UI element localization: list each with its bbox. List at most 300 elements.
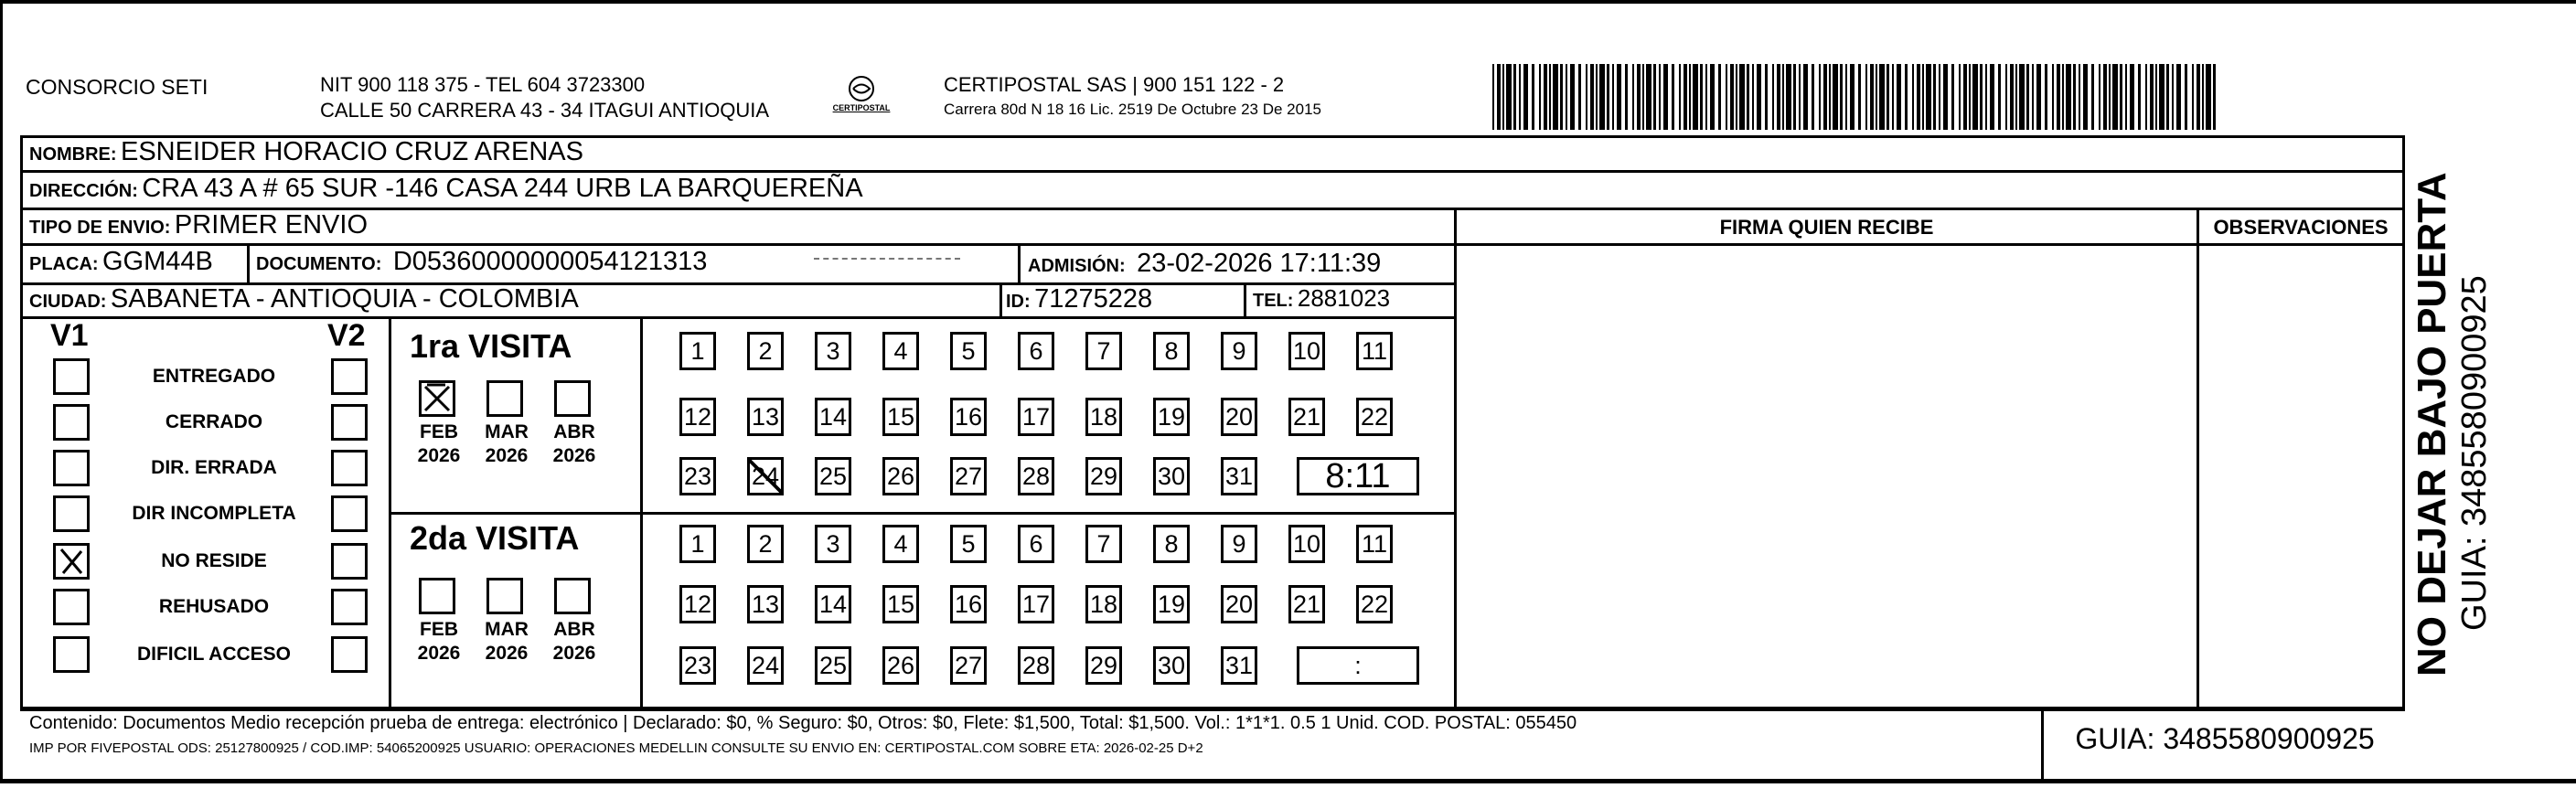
row-line-5 [20, 316, 1456, 319]
day-box[interactable]: 6 [1018, 332, 1054, 370]
admision-label: ADMISIÓN: [1028, 256, 1126, 276]
day-box[interactable]: 5 [950, 525, 987, 563]
barcode-bar [2091, 64, 2094, 130]
col-tel [1244, 282, 1246, 316]
barcode-bar [1642, 64, 1644, 130]
barcode-bar [1497, 64, 1501, 130]
day-box[interactable]: 25 [815, 646, 851, 685]
v2-checkbox[interactable] [331, 450, 368, 486]
barcode-bar [1612, 64, 1614, 130]
barcode-bar [2099, 64, 2100, 130]
barcode-bar [1726, 64, 1727, 130]
month-checkbox[interactable] [554, 380, 591, 417]
day-box[interactable]: 11 [1356, 525, 1393, 563]
day-box[interactable]: 7 [1085, 332, 1122, 370]
month-name: FEB [420, 619, 458, 640]
v1-checkbox[interactable] [53, 589, 90, 625]
col-id [999, 282, 1002, 316]
day-box[interactable]: 14 [815, 398, 851, 436]
barcode-bar [1912, 64, 1914, 130]
barcode-bar [1653, 64, 1656, 130]
barcode-bar [2202, 64, 2204, 130]
observaciones-header: OBSERVACIONES [2213, 216, 2389, 239]
barcode-bar [1599, 64, 1605, 130]
barcode-bar [1502, 64, 1504, 130]
documento-value: D05360000000054121313 [392, 247, 708, 276]
barcode-bar [1858, 64, 1861, 130]
barcode-bar [1710, 64, 1715, 130]
barcode-bar [1539, 64, 1541, 130]
day-box[interactable]: 24 [747, 457, 784, 495]
barcode-bar [1730, 64, 1734, 130]
day-box[interactable]: 28 [1018, 646, 1054, 685]
barcode-bar [2172, 64, 2174, 130]
v1-checkbox[interactable] [53, 358, 90, 395]
barcode-bar [1590, 64, 1594, 130]
day-box[interactable]: 30 [1153, 646, 1190, 685]
barcode-bar [1506, 64, 1512, 130]
nombre-value: ESNEIDER HORACIO CRUZ ARENAS [121, 137, 583, 166]
left-rule [0, 0, 3, 783]
barcode-bar [2005, 64, 2007, 130]
month-name: ABR [553, 619, 595, 640]
bottom-rule [0, 779, 2576, 783]
month-checkbox[interactable] [554, 578, 591, 614]
row-line-1 [20, 170, 2405, 173]
barcode-bar [1943, 64, 1948, 130]
day-box[interactable]: 8 [1153, 525, 1190, 563]
direccion-row [29, 174, 863, 204]
tipo-label: TIPO DE ENVIO: [29, 218, 171, 238]
month-name: MAR [485, 421, 529, 442]
nombre-label: NOMBRE: [29, 144, 117, 165]
barcode-bar [1519, 64, 1521, 130]
month-checkbox[interactable] [419, 380, 455, 417]
barcode-bar [2213, 64, 2216, 130]
barcode-bar [1786, 64, 1791, 130]
barcode-bar [1905, 64, 1908, 130]
barcode-bar [1793, 64, 1796, 130]
day-box[interactable]: 14 [815, 585, 851, 623]
barcode-bar [1646, 64, 1651, 130]
barcode-bar [1892, 64, 1894, 130]
month-name: MAR [485, 619, 529, 640]
day-box[interactable]: 24 [747, 646, 784, 685]
col-firma-left [1454, 208, 1457, 707]
day-box[interactable]: 15 [882, 585, 919, 623]
v2-checkbox[interactable] [331, 404, 368, 441]
v1-checkbox[interactable] [53, 543, 90, 580]
status-label: CERRADO [165, 411, 263, 432]
col-visits [389, 316, 391, 707]
ciudad-label: CIUDAD: [29, 292, 107, 312]
day-box[interactable]: 5 [950, 332, 987, 370]
barcode-bar [1876, 64, 1877, 130]
status-label: DIR INCOMPLETA [132, 503, 296, 524]
tipo-value: PRIMER ENVIO [174, 210, 369, 240]
certi-line-2: Carrera 80d N 18 16 Lic. 2519 De Octubre 23 De 2015 [944, 101, 1321, 118]
barcode-bar [2176, 64, 2181, 130]
direccion-label: DIRECCIÓN: [29, 181, 138, 201]
barcode [1492, 64, 2224, 130]
barcode-bar [1693, 64, 1698, 130]
barcode-bar [1939, 64, 1940, 130]
day-box[interactable]: 18 [1085, 398, 1122, 436]
month-checkbox[interactable] [486, 380, 523, 417]
barcode-bar [2057, 64, 2060, 130]
second-visit-title: 2da VISITA [410, 519, 580, 557]
day-box[interactable]: 3 [815, 332, 851, 370]
barcode-bar [2019, 64, 2025, 130]
month-year: 2026 [552, 643, 596, 664]
day-box[interactable]: 26 [882, 457, 919, 495]
v2-checkbox[interactable] [331, 589, 368, 625]
day-box[interactable]: 2 [747, 332, 784, 370]
barcode-bar [2125, 64, 2127, 130]
barcode-bar [1659, 64, 1661, 130]
barcode-bar [1969, 64, 1971, 130]
day-box[interactable]: 19 [1153, 398, 1190, 436]
day-box[interactable]: 29 [1085, 457, 1122, 495]
tel-row [1253, 284, 1390, 313]
barcode-bar [1980, 64, 1983, 130]
barcode-bar [1933, 64, 1936, 130]
day-box[interactable]: 11 [1356, 332, 1393, 370]
barcode-bar [1560, 64, 1563, 130]
first-visit-title: 1ra VISITA [410, 327, 572, 365]
barcode-bar [1705, 64, 1707, 130]
barcode-bar [2032, 64, 2034, 130]
barcode-bar [2026, 64, 2029, 130]
barcode-bar [1718, 64, 1721, 130]
v2-checkbox[interactable] [331, 636, 368, 673]
barcode-bar [1833, 64, 1838, 130]
day-box[interactable]: 18 [1085, 585, 1122, 623]
time-box[interactable]: 8:11 [1297, 457, 1419, 495]
logo-text: CERTIPOSTAL [832, 103, 891, 112]
barcode-bar [2052, 64, 2054, 130]
day-box[interactable]: 4 [882, 332, 919, 370]
footer-line-1: Contenido: Documentos Medio recepción prueba de entrega: electrónico | Declarado: $0, % Seguro: $0, Otros: $0, Flete: $1,500, Total: $1,500. Vol.: 1*1*1. 0.5 1 Unid. COD. POSTAL: 055450 [29, 713, 1577, 733]
day-box[interactable]: 28 [1018, 457, 1054, 495]
barcode-bar [1700, 64, 1703, 130]
barcode-bar [1840, 64, 1843, 130]
barcode-bar [2159, 64, 2164, 130]
day-box[interactable]: 27 [950, 457, 987, 495]
barcode-bar [1829, 64, 1831, 130]
day-box[interactable]: 8 [1153, 332, 1190, 370]
day-box[interactable]: 19 [1153, 585, 1190, 623]
barcode-bar [1990, 64, 1994, 130]
day-box[interactable]: 13 [747, 398, 784, 436]
month-name: ABR [553, 421, 595, 442]
status-label: ENTREGADO [152, 366, 276, 387]
barcode-bar [2109, 64, 2111, 130]
barcode-bar [1747, 64, 1749, 130]
day-box[interactable]: 13 [747, 585, 784, 623]
side-text [2410, 165, 2495, 676]
month-label [479, 618, 534, 666]
day-box[interactable]: 6 [1018, 525, 1054, 563]
barcode-bar [1683, 64, 1687, 130]
v2-label: V2 [327, 318, 366, 353]
ciudad-row [29, 284, 579, 314]
barcode-bar [1850, 64, 1855, 130]
barcode-bar [1607, 64, 1609, 130]
day-box[interactable]: 17 [1018, 585, 1054, 623]
col-placa [247, 243, 250, 282]
barcode-bar [1586, 64, 1587, 130]
barcode-bar [1757, 64, 1761, 130]
day-box[interactable]: 25 [815, 457, 851, 495]
day-box[interactable]: 10 [1288, 525, 1325, 563]
footer-line-2: IMP POR FIVEPOSTAL ODS: 25127800925 / COD.IMP: 54065200925 USUARIO: OPERACIONES MEDELLIN CONSULTE SU ENVIO EN: CERTIPOSTAL.COM SOBRE ETA: 2026-02-25 D+2 [29, 740, 1203, 756]
barcode-bar [1865, 64, 1867, 130]
barcode-bar [1736, 64, 1737, 130]
side-line-2: GUIA: 3485580900925 [2455, 275, 2494, 631]
day-box[interactable]: 4 [882, 525, 919, 563]
direccion-value: CRA 43 A # 65 SUR -146 CASA 244 URB LA BARQUEREÑA [142, 174, 863, 203]
nombre-row [29, 137, 583, 167]
certipostal-logo [827, 75, 896, 122]
barcode-bar [1617, 64, 1621, 130]
day-box[interactable]: 22 [1356, 585, 1393, 623]
barcode-bar [2103, 64, 2107, 130]
barcode-bar [2015, 64, 2017, 130]
status-label: DIR. ERRADA [151, 457, 277, 478]
day-box[interactable]: 12 [679, 398, 716, 436]
barcode-bar [1566, 64, 1567, 130]
barcode-bar [1663, 64, 1668, 130]
barcode-bar [2010, 64, 2014, 130]
month-year: 2026 [485, 643, 529, 664]
month-label [412, 421, 466, 468]
barcode-bar [2150, 64, 2154, 130]
barcode-bar [1959, 64, 1961, 130]
barcode-bar [2138, 64, 2141, 130]
col-obs-left [2197, 208, 2199, 707]
barcode-bar [1812, 64, 1814, 130]
barcode-bar [1765, 64, 1768, 130]
day-box[interactable]: 23 [679, 457, 716, 495]
day-box[interactable]: 7 [1085, 525, 1122, 563]
day-box[interactable]: 1 [679, 332, 716, 370]
placa-row [29, 247, 213, 277]
logo-icon [846, 75, 877, 102]
barcode-bar [2036, 64, 2041, 130]
barcode-bar [1513, 64, 1516, 130]
barcode-bar [2073, 64, 2076, 130]
barcode-bar [1985, 64, 1987, 130]
month-label [412, 618, 466, 666]
barcode-bar [1972, 64, 1978, 130]
barcode-bar [1492, 64, 1494, 130]
barcode-bar [1917, 64, 1920, 130]
barcode-bar [2192, 64, 2194, 130]
barcode-bar [1803, 64, 1808, 130]
barcode-bar [1532, 64, 1534, 130]
barcode-bar [1897, 64, 1901, 130]
day-box[interactable]: 16 [950, 585, 987, 623]
barcode-bar [2197, 64, 2200, 130]
barcode-bar [1870, 64, 1874, 130]
time-box[interactable]: : [1297, 646, 1419, 685]
month-year: 2026 [485, 445, 529, 466]
barcode-bar [2185, 64, 2187, 130]
barcode-bar [1672, 64, 1674, 130]
row-line-2 [20, 208, 2405, 210]
row-line-3 [20, 243, 2405, 246]
id-row [1006, 284, 1152, 314]
day-box[interactable]: 22 [1356, 398, 1393, 436]
id-label: ID: [1006, 292, 1031, 312]
v1-checkbox[interactable] [53, 450, 90, 486]
barcode-bar [1951, 64, 1954, 130]
tel-label: TEL: [1253, 291, 1294, 311]
barcode-bar [1772, 64, 1774, 130]
v2-checkbox[interactable] [331, 495, 368, 532]
day-box[interactable]: 17 [1018, 398, 1054, 436]
col-admision [1018, 243, 1021, 282]
tipo-row [29, 210, 368, 240]
month-checkbox[interactable] [419, 578, 455, 614]
barcode-bar [1549, 64, 1551, 130]
barcode-bar [1879, 64, 1885, 130]
v1-checkbox[interactable] [53, 636, 90, 673]
row-line-footer [20, 707, 2405, 709]
admision-row [1028, 249, 1381, 279]
side-line-1: NO DEJAR BAJO PUERTA [2410, 172, 2454, 676]
barcode-bar [1570, 64, 1575, 130]
barcode-bar [1553, 64, 1558, 130]
month-label [547, 421, 602, 468]
barcode-bar [2166, 64, 2169, 130]
barcode-bar [1799, 64, 1801, 130]
barcode-bar [2155, 64, 2157, 130]
barcode-bar [1963, 64, 1967, 130]
nit-line-1: NIT 900 118 375 - TEL 604 3723300 [320, 73, 646, 96]
v2-checkbox[interactable] [331, 543, 368, 580]
day-box[interactable]: 3 [815, 525, 851, 563]
barcode-bar [1739, 64, 1745, 130]
day-box[interactable]: 2 [747, 525, 784, 563]
footer-guia: GUIA: 3485580900925 [2075, 722, 2375, 755]
v1-label: V1 [50, 318, 89, 353]
day-box[interactable]: 23 [679, 646, 716, 685]
month-year: 2026 [552, 445, 596, 466]
barcode-bar [2112, 64, 2118, 130]
month-label [479, 421, 534, 468]
day-box[interactable]: 30 [1153, 457, 1190, 495]
barcode-bar [2206, 64, 2211, 130]
ciudad-value: SABANETA - ANTIOQUIA - COLOMBIA [110, 284, 579, 314]
top-rule [0, 0, 2576, 4]
status-label: NO RESIDE [161, 550, 267, 571]
documento-row [256, 247, 707, 277]
nit-line-2: CALLE 50 CARRERA 43 - 34 ITAGUI ANTIOQUIA [320, 99, 770, 122]
col-days [640, 316, 643, 707]
col-guia [2041, 707, 2044, 783]
day-box[interactable]: 21 [1288, 585, 1325, 623]
day-box[interactable]: 31 [1221, 646, 1257, 685]
barcode-bar [1998, 64, 2001, 130]
barcode-bar [1544, 64, 1547, 130]
admision-value: 23-02-2026 17:11:39 [1137, 249, 1382, 278]
day-box[interactable]: 21 [1288, 398, 1325, 436]
barcode-bar [1845, 64, 1847, 130]
day-box[interactable]: 20 [1221, 398, 1257, 436]
id-value: 71275228 [1034, 284, 1153, 314]
status-label: REHUSADO [158, 596, 270, 617]
barcode-bar [2062, 64, 2064, 130]
row-line-visits [389, 512, 1456, 515]
company-name: CONSORCIO SETI [26, 75, 208, 99]
month-name: FEB [420, 421, 458, 442]
v2-checkbox[interactable] [331, 358, 368, 395]
day-box[interactable]: 31 [1221, 457, 1257, 495]
certi-line-1: CERTIPOSTAL SAS | 900 151 122 - 2 [944, 73, 1285, 96]
day-box[interactable]: 1 [679, 525, 716, 563]
day-box[interactable]: 27 [950, 646, 987, 685]
day-box[interactable]: 26 [882, 646, 919, 685]
barcode-bar [2120, 64, 2122, 130]
barcode-bar [1689, 64, 1691, 130]
v1-checkbox[interactable] [53, 404, 90, 441]
month-year: 2026 [417, 445, 461, 466]
firma-header: FIRMA QUIEN RECIBE [1719, 216, 1934, 239]
day-box[interactable]: 12 [679, 585, 716, 623]
barcode-bar [1632, 64, 1634, 130]
barcode-bar [1596, 64, 1598, 130]
barcode-bar [2083, 64, 2088, 130]
day-box[interactable]: 9 [1221, 525, 1257, 563]
scribble [814, 258, 960, 262]
barcode-bar [1637, 64, 1641, 130]
barcode-bar [1777, 64, 1780, 130]
barcode-bar [2130, 64, 2134, 130]
barcode-bar [2079, 64, 2080, 130]
barcode-bar [1823, 64, 1827, 130]
check-mark-icon [422, 383, 453, 414]
check-mark-icon [56, 546, 87, 577]
barcode-bar [1926, 64, 1931, 130]
month-label [547, 618, 602, 666]
tel-value: 2881023 [1297, 284, 1391, 312]
status-label: DIFICIL ACCESO [136, 644, 291, 665]
documento-label: DOCUMENTO: [256, 254, 382, 274]
day-box[interactable]: 10 [1288, 332, 1325, 370]
day-box[interactable]: 9 [1221, 332, 1257, 370]
barcode-bar [2045, 64, 2047, 130]
day-box[interactable]: 29 [1085, 646, 1122, 685]
placa-value: GGM44B [102, 247, 213, 276]
barcode-bar [2066, 64, 2071, 130]
barcode-bar [1922, 64, 1924, 130]
barcode-bar [1523, 64, 1528, 130]
barcode-bar [1887, 64, 1889, 130]
barcode-bar [1819, 64, 1821, 130]
barcode-bar [1679, 64, 1681, 130]
v1-checkbox[interactable] [53, 495, 90, 532]
month-checkbox[interactable] [486, 578, 523, 614]
barcode-bar [1752, 64, 1754, 130]
month-year: 2026 [417, 643, 461, 664]
placa-label: PLACA: [29, 254, 99, 274]
day-box[interactable]: 15 [882, 398, 919, 436]
day-box[interactable]: 16 [950, 398, 987, 436]
barcode-bar [1578, 64, 1581, 130]
day-box[interactable]: 20 [1221, 585, 1257, 623]
